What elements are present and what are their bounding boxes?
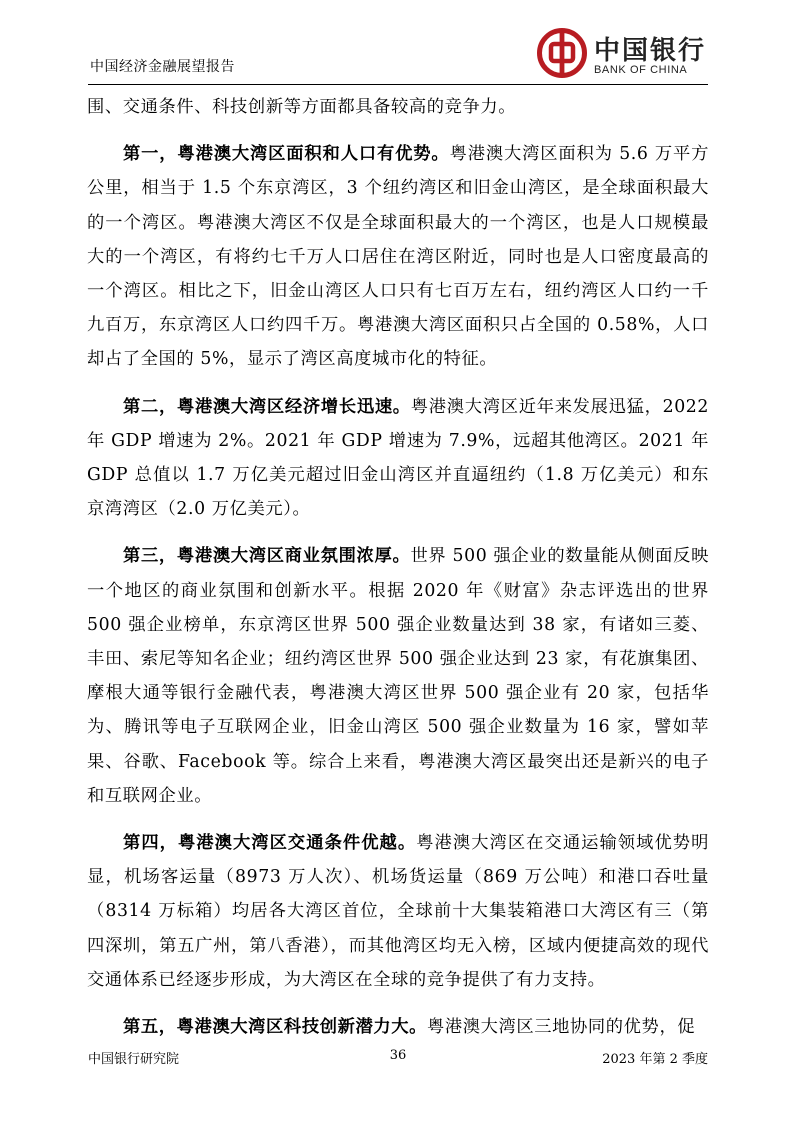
header-divider (88, 84, 708, 85)
report-title: 中国经济金融展望报告 (90, 59, 235, 75)
paragraph-innovation: 第五，粤港澳大湾区科技创新潜力大。粤港澳大湾区三地协同的优势，促 (123, 1017, 696, 1038)
logo-chinese-name: 中国银行 (594, 36, 707, 66)
paragraph-economic-growth: 第二，粤港澳大湾区经济增长迅速。粤港澳大湾区近年来发展迅猛，2022 年 GDP 增速为 2%。2021 年 GDP 增速为 7.9%，远超其他湾区。2021 年 GDP 总值以 1.7 万亿美元超过旧金山湾区并直逼纽约（1.8 万亿美元）和东京湾湾区（2.0 万亿美元）。 (87, 396, 709, 520)
page-number: 36 (389, 1048, 407, 1063)
footer-period: 2023 年第 2 季度 (602, 1052, 708, 1067)
paragraph-transportation: 第四，粤港澳大湾区交通条件优越。粤港澳大湾区在交通运输领域优势明显，机场客运量（8973 万人次）、机场货运量（869 万公吨）和港口吞吐量（8314 万标箱）均居各大湾区首位，全球前十大集装箱港口大湾区有三（第四深圳，第五广州，第八香港），而其他湾区均无入榜，区域内便捷高效的现代交通体系已经逐步形成，为大湾区在全球的竞争提供了有力支持。 (87, 833, 709, 990)
paragraph-area-population: 第一，粤港澳大湾区面积和人口有优势。粤港澳大湾区面积为 5.6 万平方公里，相当于 1.5 个东京湾区，3 个纽约湾区和旧金山湾区，是全球面积最大的一个湾区。粤港澳大湾区不仅是全球面积最大的一个湾区，也是人口规模最大的一个湾区，有将约七千万人口居住在湾区附近，同时也是人口密度最高的一个湾区。相比之下，旧金山湾区人口只有七百万左右，纽约湾区人口约一千九百万，东京湾区人口约四千万。粤港澳大湾区面积只占全国的 0.58%，人口却占了全国的 5%，显示了湾区高度城市化的特征。 (87, 144, 709, 370)
logo-english-name: BANK OF CHINA (594, 64, 688, 76)
page-header (88, 26, 708, 82)
bank-logo (536, 26, 708, 80)
body-content (87, 90, 709, 1057)
footer-institution: 中国银行研究院 (88, 1052, 180, 1067)
paragraph-continuation: 围、交通条件、科技创新等方面都具备较高的竞争力。 (87, 97, 517, 117)
paragraph-business-atmosphere: 第三，粤港澳大湾区商业氛围浓厚。世界 500 强企业的数量能从侧面反映一个地区的商业氛围和创新水平。根据 2020 年《财富》杂志评选出的世界 500 强企业榜单，东京湾区世界 500 强企业数量达到 38 家，有诸如三菱、丰田、索尼等知名企业；纽约湾区世界 500 强企业达到 23 家，有花旗集团、摩根大通等银行金融代表，粤港澳大湾区世界 500 强企业有 20 家，包括华为、腾讯等电子互联网企业，旧金山湾区 500 强企业数量为 16 家，譬如苹果、谷歌、Facebook 等。综合上来看，粤港澳大湾区最突出还是新兴的电子和互联网企业。 (87, 546, 709, 806)
boc-emblem-icon (536, 28, 588, 78)
